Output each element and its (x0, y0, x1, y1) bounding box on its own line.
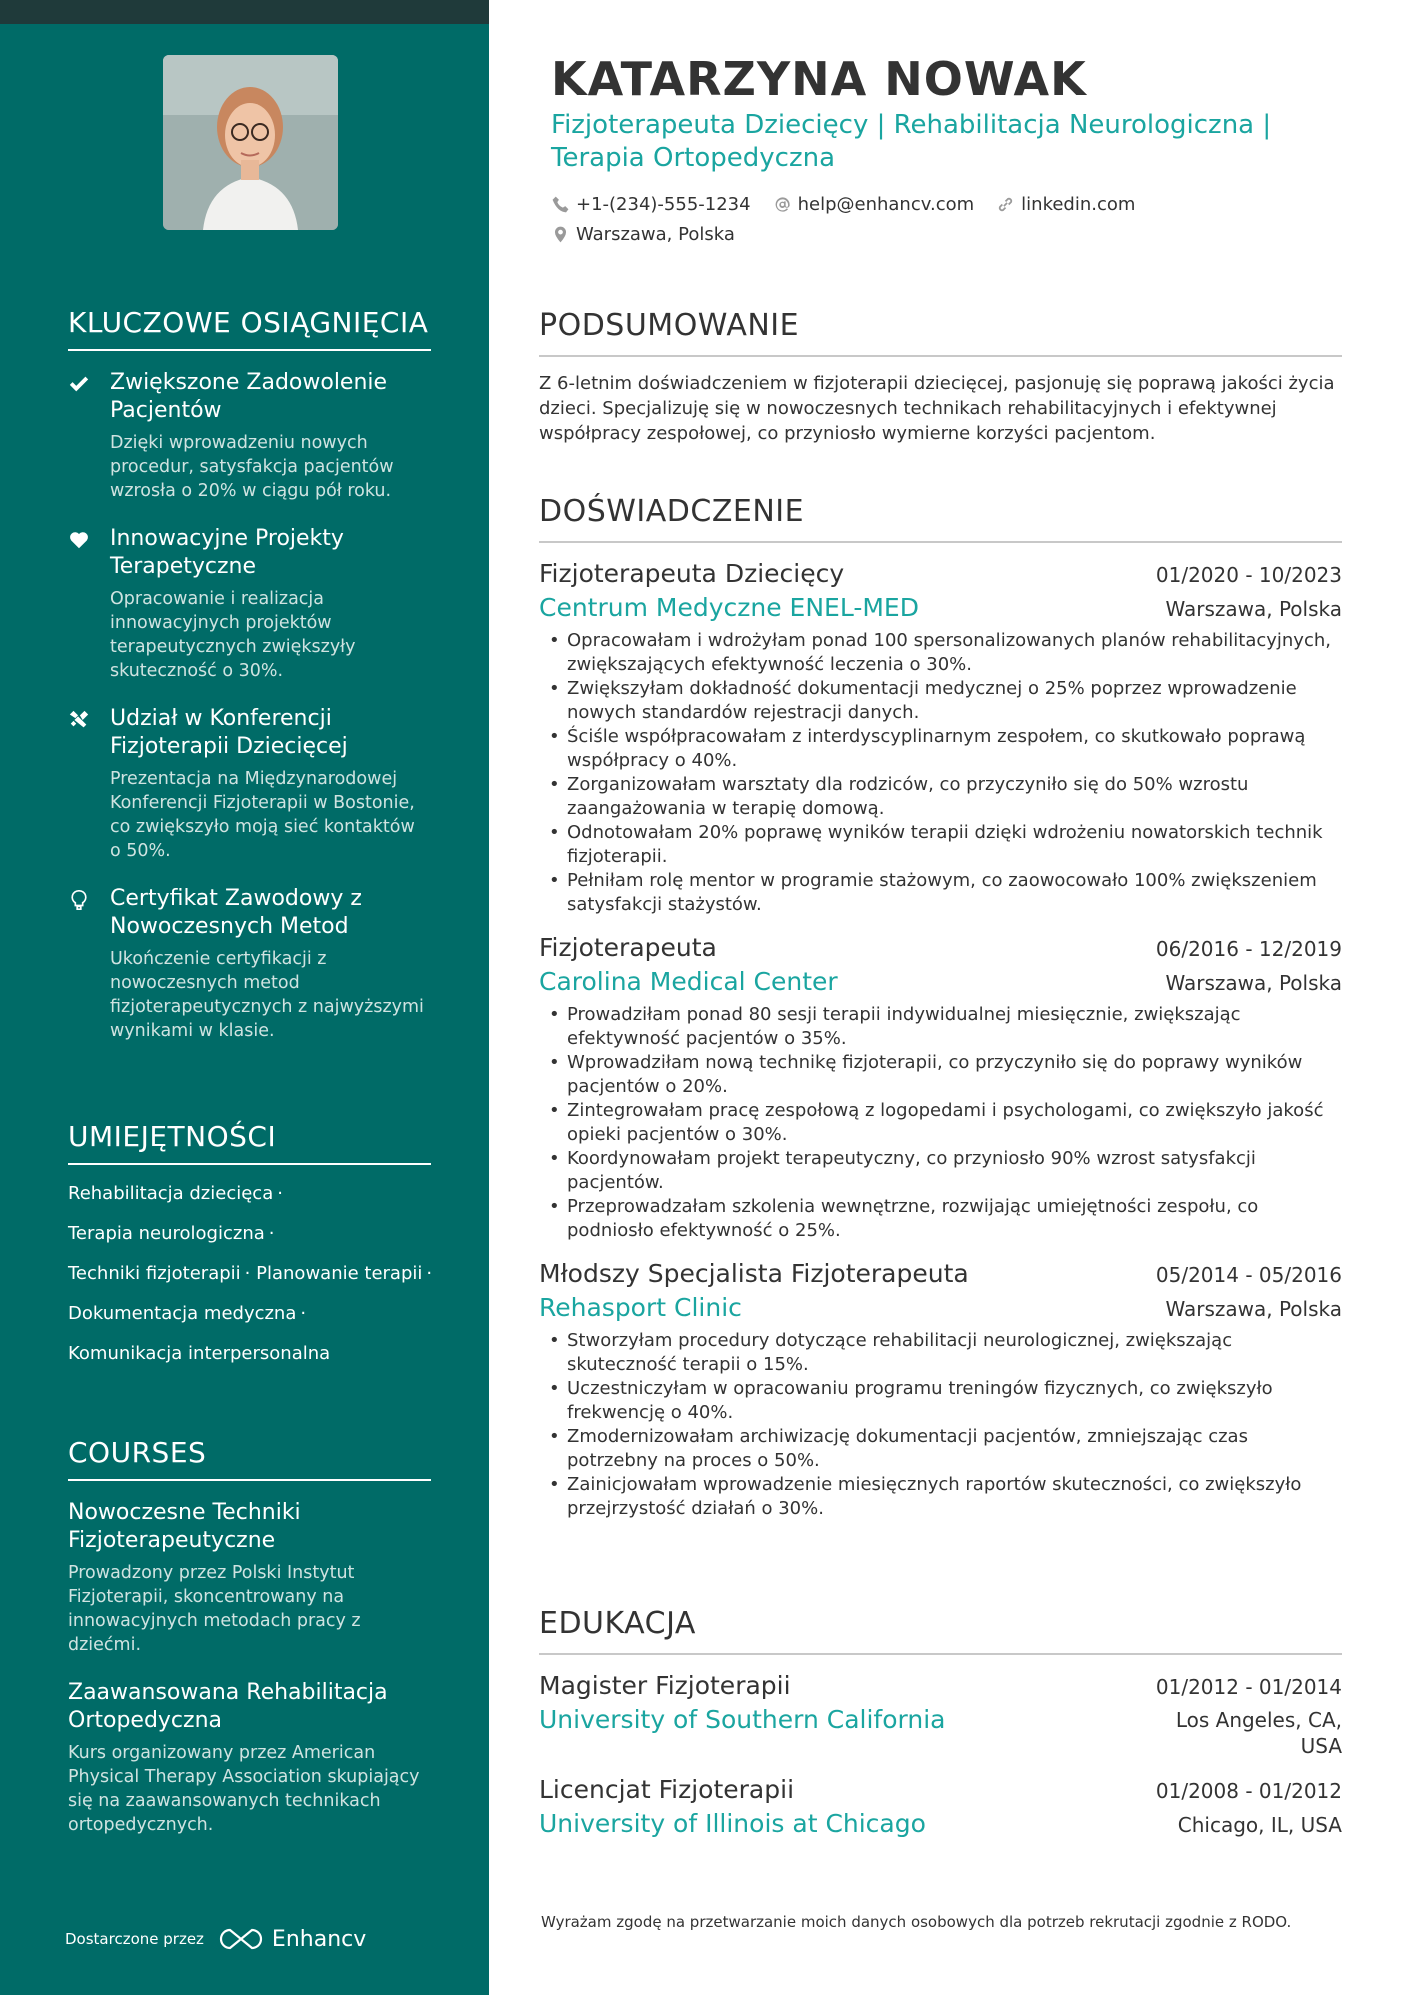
skills-heading: UMIEJĘTNOŚCI (68, 1120, 431, 1165)
job-bullet: • Prowadziłam ponad 80 sesji terapii indywidualnej miesięcznie, zwiększając efektywność pacjentów o 35%. (539, 1003, 1342, 1051)
job-bullet: • Ściśle współpracowałam z interdyscyplinarnym zespołem, co skutkowało poprawą współpracy o 40%. (539, 725, 1342, 773)
course-desc: Kurs organizowany przez American Physical Therapy Association skupiający się na zaawansowanych technikach ortopedycznych. (68, 1743, 420, 1835)
website-contact[interactable] (996, 194, 1135, 215)
job-bullet: • Stworzyłam procedury dotyczące rehabilitacji neurologicznej, zwiększając skuteczność terapii o 15%. (539, 1329, 1342, 1377)
skill-item: Komunikacja interpersonalna (68, 1343, 331, 1364)
job-bullet: • Zorganizowałam warsztaty dla rodziców, co przyczyniło się do 50% wzrostu zaangażowania w terapię domową. (539, 773, 1342, 821)
course-desc: Prowadzony przez Polski Instytut Fizjoterapii, skoncentrowany na innowacyjnych metodach pracy z dziećmi. (68, 1563, 361, 1655)
achievement-desc: Dzięki wprowadzeniu nowych procedur, satysfakcja pacjentów wzrosła o 20% w ciągu pół roku. (110, 433, 394, 501)
education-entry (539, 1669, 1342, 1759)
education-location: Los Angeles, CA, (1175, 1708, 1342, 1732)
skill-line: Techniki fizjoterapii · Planowanie terapii · (68, 1263, 433, 1284)
skill-item: Planowanie terapii (256, 1263, 423, 1284)
job-title: Fizjoterapeuta (539, 933, 717, 962)
powered-by (65, 1926, 366, 1952)
link-icon (996, 195, 1015, 214)
check-icon (68, 369, 110, 503)
skill-item: Terapia neurologiczna (68, 1223, 265, 1244)
skill-item: Rehabilitacja dziecięca (68, 1183, 274, 1204)
degree: Licencjat Fizjoterapii (539, 1775, 795, 1804)
education-location: Chicago, IL, USA (1177, 1813, 1342, 1837)
skill-item: Techniki fizjoterapii (68, 1263, 241, 1284)
education-entry (539, 1773, 1342, 1841)
enhancv-logo-icon (218, 1926, 264, 1952)
course-title: Nowoczesne Techniki Fizjoterapeutyczne (68, 1500, 301, 1553)
phone-icon (551, 195, 570, 214)
email-text: help@enhancv.com (797, 194, 975, 215)
skill-line: Rehabilitacja dziecięca · (68, 1183, 283, 1204)
skills-section (68, 1120, 431, 1383)
job-bullet: • Koordynowałam projekt terapeutyczny, co przyniosło 90% wzrost satysfakcji pacjentów. (539, 1147, 1342, 1195)
sidebar-top-bar (0, 0, 489, 24)
website-text: linkedin.com (1021, 194, 1136, 215)
job-entry (539, 557, 1342, 917)
email-contact[interactable] (773, 194, 975, 215)
job-title: Młodszy Specjalista Fizjoterapeuta (539, 1259, 969, 1288)
achievement-title: Udział w Konferencji Fizjoterapii Dziecięcej (110, 706, 348, 759)
job-bullet: • Przeprowadzałam szkolenia wewnętrzne, rozwijając umiejętności zespołu, co podniosło efektywność o 25%. (539, 1195, 1342, 1243)
candidate-headline: Fizjoterapeuta Dziecięcy | Rehabilitacja Neurologiczna | Terapia Ortopedyczna (551, 110, 1272, 173)
job-dates: 01/2020 - 10/2023 (1155, 563, 1342, 587)
job-company: Centrum Medyczne ENEL-MED (539, 593, 919, 622)
skill-line: Dokumentacja medyczna · (68, 1303, 307, 1324)
phone-contact[interactable] (551, 194, 751, 215)
education-section (539, 1606, 1342, 1841)
school: University of Illinois at Chicago (539, 1809, 926, 1838)
skill-line (68, 1343, 431, 1365)
contact-info (551, 194, 1311, 254)
achievement-title: Zwiększone Zadowolenie Pacjentów (110, 370, 388, 423)
course-item (68, 1499, 431, 1657)
courses-heading: COURSES (68, 1436, 431, 1481)
handshake-icon (68, 705, 110, 863)
job-entry (539, 931, 1342, 1243)
skill-item: Dokumentacja medyczna (68, 1303, 297, 1324)
sidebar (0, 0, 489, 1995)
location-contact (551, 224, 735, 245)
summary-section (539, 308, 1342, 446)
achievement-item (68, 885, 431, 1043)
achievement-desc: Opracowanie i realizacja innowacyjnych projektów terapeutycznych zwiększyły skuteczność o 30%. (110, 589, 356, 681)
enhancv-logo[interactable] (218, 1926, 366, 1952)
achievements-heading: KLUCZOWE OSIĄGNIĘCIA (68, 306, 431, 351)
lightbulb-icon (68, 885, 110, 1043)
achievement-item (68, 525, 431, 683)
job-title: Fizjoterapeuta Dziecięcy (539, 559, 845, 588)
achievement-desc: Prezentacja na Międzynarodowej Konferencji Fizjoterapii w Bostonie, co zwiększyło moją sieć kontaktów o 50%. (110, 769, 415, 861)
achievement-desc: Ukończenie certyfikacji z nowoczesnych metod fizjoterapeutycznych z najwyższymi wynikami w klasie. (110, 949, 424, 1041)
job-company: Rehasport Clinic (539, 1293, 742, 1322)
job-location: Warszawa, Polska (1165, 1297, 1342, 1321)
summary-heading: PODSUMOWANIE (539, 308, 1342, 357)
enhancv-brand: Enhancv (271, 1926, 367, 1952)
education-location: USA (1300, 1734, 1342, 1758)
heart-icon (68, 525, 110, 683)
achievement-title: Innowacyjne Projekty Terapetyczne (110, 526, 344, 579)
at-icon (773, 195, 792, 214)
job-location: Warszawa, Polska (1165, 597, 1342, 621)
job-bullet: • Odnotowałam 20% poprawę wyników terapii dzięki wdrożeniu nowatorskich technik fizjoterapii. (539, 821, 1342, 869)
job-bullet: • Uczestniczyłam w opracowaniu programu treningów fizycznych, co zwiększyło frekwencję o 40%. (539, 1377, 1342, 1425)
education-dates: 01/2012 - 01/2014 (1155, 1675, 1342, 1699)
job-entry (539, 1257, 1342, 1521)
job-bullet: • Wprowadziłam nową technikę fizjoterapii, co przyczyniło się do poprawy wyników pacjentów o 20%. (539, 1051, 1342, 1099)
location-pin-icon (551, 225, 570, 244)
consent-note: Wyrażam zgodę na przetwarzanie moich danych osobowych dla potrzeb rekrutacji zgodnie z RODO. (541, 1913, 1292, 1931)
summary-text: Z 6-letnim doświadczeniem w fizjoterapii dziecięcej, pasjonuję się poprawą jakości życia dzieci. Specjalizuję się w nowoczesnych technikach rehabilitacyjnych i efektywnej współpracy zespołowej, co przyniosło wymierne korzyści pacjentom. (539, 373, 1335, 444)
achievement-item (68, 705, 431, 863)
job-dates: 05/2014 - 05/2016 (1155, 1263, 1342, 1287)
job-bullet: • Zintegrowałam pracę zespołową z logopedami i psychologami, co zwiększyło jakość opieki pacjentów o 30%. (539, 1099, 1342, 1147)
job-bullet: • Pełniłam rolę mentor w programie stażowym, co zaowocowało 100% zwiększeniem satysfakcji stażystów. (539, 869, 1342, 917)
school: University of Southern California (539, 1705, 946, 1734)
achievement-title: Certyfikat Zawodowy z Nowoczesnych Metod (110, 886, 362, 939)
candidate-name: KATARZYNA NOWAK (551, 52, 1087, 106)
job-location: Warszawa, Polska (1165, 971, 1342, 995)
job-bullet: • Opracowałam i wdrożyłam ponad 100 spersonalizowanych planów rehabilitacyjnych, zwiększających efektywność leczenia o 30%. (539, 629, 1342, 677)
job-bullet: • Zmodernizowałam archiwizację dokumentacji pacjentów, zmniejszając czas potrzebny na proces o 50%. (539, 1425, 1342, 1473)
education-heading: EDUKACJA (539, 1606, 1342, 1655)
experience-heading: DOŚWIADCZENIE (539, 494, 1342, 543)
job-dates: 06/2016 - 12/2019 (1155, 937, 1342, 961)
phone-text: +1-(234)-555-1234 (576, 194, 751, 215)
achievement-item (68, 369, 431, 503)
powered-label: Dostarczone przez (65, 1930, 204, 1948)
profile-photo (163, 55, 338, 230)
course-title: Zaawansowana Rehabilitacja Ortopedyczna (68, 1680, 388, 1733)
job-company: Carolina Medical Center (539, 967, 838, 996)
experience-section (539, 494, 1342, 1521)
degree: Magister Fizjoterapii (539, 1671, 791, 1700)
skill-line: Terapia neurologiczna · (68, 1223, 275, 1244)
course-item (68, 1679, 431, 1837)
education-dates: 01/2008 - 01/2012 (1155, 1779, 1342, 1803)
location-text: Warszawa, Polska (576, 224, 735, 245)
achievements-section (68, 306, 431, 1065)
job-bullet: • Zainicjowałam wprowadzenie miesięcznych raportów skuteczności, co zwiększyło przejrzystość działań o 30%. (539, 1473, 1342, 1521)
courses-section (68, 1436, 431, 1859)
job-bullet: • Zwiększyłam dokładność dokumentacji medycznej o 25% poprzez wprowadzenie nowych standardów rejestracji danych. (539, 677, 1342, 725)
main-content (539, 0, 1342, 1995)
